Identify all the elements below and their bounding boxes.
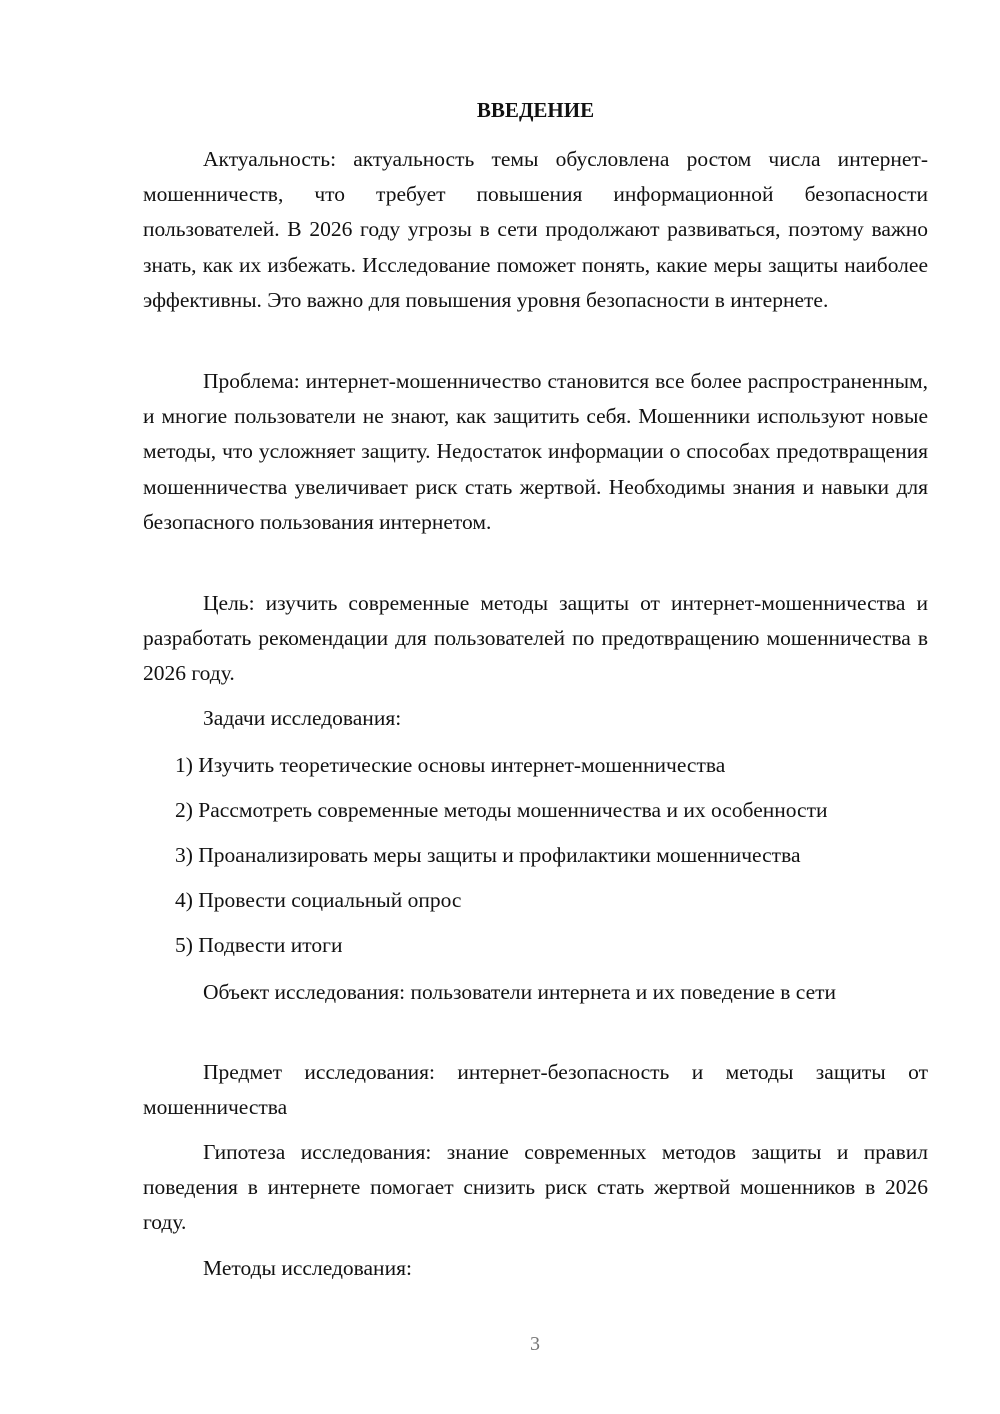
methods-heading: Методы исследования: — [203, 1256, 412, 1280]
goal-paragraph: Цель: изучить современные методы защиты от интернет-мошенничества и разработать рекомендации для пользователей по предотвращению мошенничества в 2026 году. — [143, 591, 928, 686]
list-item: 4) Провести социальный опрос — [175, 888, 462, 912]
problem-paragraph: Проблема: интернет-мошенничество становится все более распространенным, и многие пользователи не знают, как защитить себя. Мошенники используют новые методы, что усложняет защиту. Недостаток информации о способах предотвращения мошенничества увеличивает риск стать жертвой. Необходимы знания и навыки для безопасного пользования интернетом. — [143, 369, 928, 534]
hypothesis-paragraph: Гипотеза исследования: знание современных методов защиты и правил поведения в интернете помогает снизить риск стать жертвой мошенников в 2026 году. — [143, 1140, 928, 1235]
page-number: 3 — [530, 1333, 540, 1355]
object-paragraph: Объект исследования: пользователи интернета и их поведение в сети — [203, 980, 837, 1004]
tasks-heading: Задачи исследования: — [203, 706, 402, 730]
relevance-paragraph: Актуальность: актуальность темы обусловлена ростом числа интернет-мошенничеств, что требует повышения информационной безопасности пользователей. В 2026 году угрозы в сети продолжают развиваться, поэтому важно знать, как их избежать. Исследование поможет понять, какие меры защиты наиболее эффективны. Это важно для повышения уровня безопасности в интернете. — [143, 147, 928, 312]
page-title: ВВЕДЕНИЕ — [476, 98, 595, 122]
list-item: 5) Подвести итоги — [175, 933, 343, 957]
list-item: 2) Рассмотреть современные методы мошенничества и их особенности — [175, 798, 828, 822]
subject-paragraph: Предмет исследования: интернет-безопасность и методы защиты от мошенничества — [143, 1060, 928, 1120]
list-item: 3) Проанализировать меры защиты и профилактики мошенничества — [175, 843, 801, 867]
list-item: 1) Изучить теоретические основы интернет-мошенничества — [175, 753, 726, 777]
